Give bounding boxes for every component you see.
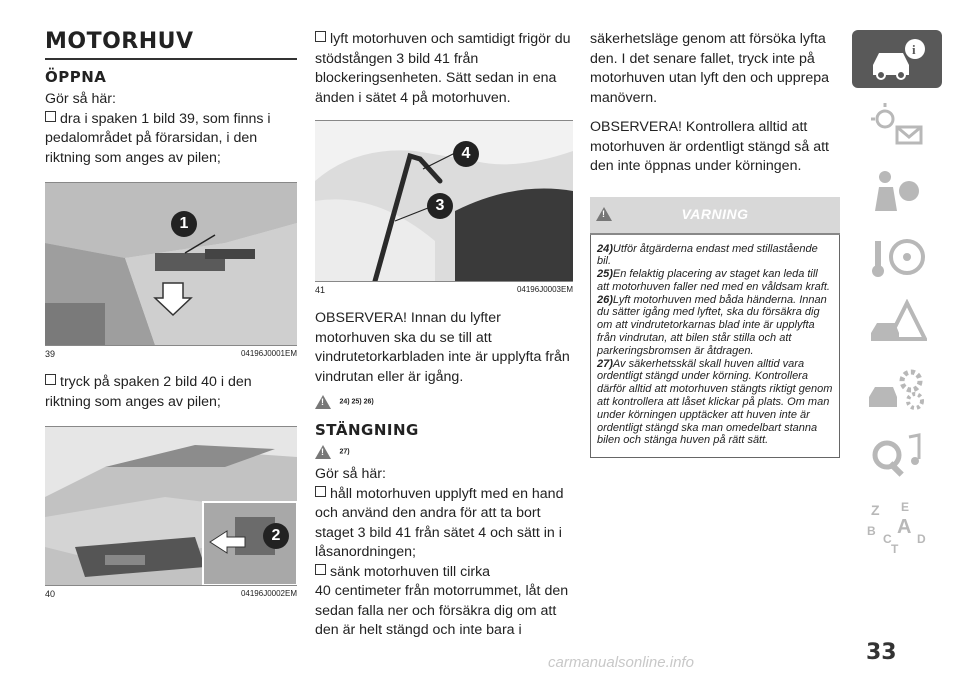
subsection-heading: ÖPPNA (45, 68, 107, 86)
callout-4: 4 (453, 141, 479, 167)
warning-refs-row (315, 393, 573, 411)
warning-lights-icon (867, 101, 927, 149)
step-5 (315, 563, 573, 583)
tab-warning-lights[interactable] (852, 96, 942, 154)
step-3-text: lyft motorhuven och samtidigt frigör du stödstången 3 bild 41 från blockeringsenheten. Sätt sedan in ena änden i sätet 4 på motorhuven. (315, 31, 571, 106)
svg-text:T: T (891, 542, 899, 555)
warning-box (590, 235, 840, 459)
intro-text-2: Gör så här: (315, 466, 386, 482)
tab-car-gears[interactable] (852, 360, 942, 418)
warning-triangle-icon (315, 445, 331, 459)
roadside-warning-icon (867, 299, 927, 347)
continued-text: 40 centimeter från motorrummet, låt den sedan falla ner och försäkra dig om att den är helt stängd och inte bara i (315, 583, 569, 638)
step-5-text: sänk motorhuven till cirka (330, 563, 491, 580)
warning-refs: 24) 25) 26) (339, 398, 374, 406)
subsection-heading-2: STÄNGNING (315, 421, 419, 439)
warning-refs-2: 27) (339, 448, 350, 456)
index-letters-icon (867, 497, 927, 555)
figure-40 (45, 426, 297, 599)
step-3 (315, 30, 573, 108)
svg-text:B: B (867, 524, 876, 538)
checkbox-bullet-icon (315, 486, 326, 497)
pedal-lever-illustration (45, 183, 297, 345)
step-1-text: dra i spaken 1 bild 39, som finns i pedalområdet på förarsidan, i den riktning som anges av pilen; (45, 110, 271, 166)
svg-text:E: E (901, 500, 910, 514)
note-text: OBSERVERA! Innan du lyfter motorhuven ska du se till att vindrutetorkarbladen inte är upplyfta från vindrutan eller är igång. (315, 310, 570, 385)
figure-code: 04196J0002EM (240, 589, 297, 598)
warning-item (597, 294, 833, 358)
car-front-illustration (45, 427, 297, 585)
svg-text:Z: Z (871, 502, 880, 518)
step-2 (45, 373, 297, 412)
checkbox-bullet-icon (45, 111, 56, 122)
column-right (590, 30, 840, 458)
callout-2: 2 (263, 523, 289, 549)
warning-num: 25) (597, 268, 613, 281)
warning-item (597, 268, 833, 294)
warning-num: 27) (597, 357, 613, 370)
figure-39-image (45, 183, 297, 345)
continued-text-col3: säkerhetsläge genom att försöka lyfta den. I det senare fallet, tryck inte på motorhuven utan lyft den och upprepa manövern. (590, 31, 829, 106)
figure-41-image (315, 121, 573, 281)
warning-title: VARNING (681, 205, 749, 222)
svg-text:C: C (883, 532, 892, 546)
tab-index[interactable] (852, 492, 942, 555)
tab-car-info[interactable] (852, 30, 942, 88)
warning-text: Utför åtgärderna endast med stillastående bil. (597, 242, 818, 268)
figure-39 (45, 182, 297, 359)
figure-code: 04196J0001EM (240, 349, 297, 358)
callout-1: 1 (171, 211, 197, 237)
warning-item (597, 358, 833, 448)
figure-number: 41 (315, 285, 326, 295)
checkbox-bullet-icon (315, 564, 326, 575)
warning-text: En felaktig placering av staget kan leda till att motorhuven faller ned med en våldsam kraft. (597, 268, 830, 293)
column-left (45, 30, 297, 599)
svg-text:A: A (897, 516, 912, 538)
tab-multimedia[interactable] (852, 426, 942, 484)
step-4-text: håll motorhuven upplyft med en hand och använd den andra för att ta bort staget 3 bild 41 från sätet 4 och sätt in i låsanordningen; (315, 485, 564, 560)
step-4 (315, 485, 573, 563)
figure-40-caption (45, 585, 297, 599)
key-steering-icon (867, 233, 927, 281)
warning-text: Lyft motorhuven med båda händerna. Innan du sätter igång med lyftet, ska du försäkra dig om att vindrutetorkarnas blad inte är upplyfta från vindrutan, att bilen står stilla och att parkeringsbromsen är åtdragen. (597, 293, 827, 357)
checkbox-bullet-icon (45, 374, 56, 385)
car-gears-icon (867, 365, 927, 413)
tab-roadside[interactable] (852, 294, 942, 352)
page-number: 33 (866, 640, 897, 665)
warning-text: Av säkerhetsskäl skall huven alltid vara ordentligt stängd under körning. Kontrollera därför alltid att motorhuven stängts riktigt genom att kontrollera att låset klickar på plats. Om man under körningen upptäcker att huven inte är ordentligt stängd ska man omedelbart stanna bilen och stänga huven på rätt sätt. (597, 357, 833, 447)
column-middle (315, 30, 573, 641)
warning-bar (590, 197, 840, 235)
figure-41-caption (315, 281, 573, 295)
svg-text:D: D (917, 532, 926, 546)
checkbox-bullet-icon (315, 31, 326, 42)
seatbelt-airbag-icon (867, 167, 927, 215)
figure-40-image (45, 427, 297, 585)
tab-seatbelt-airbag[interactable] (852, 162, 942, 220)
warning-num: 26) (597, 293, 613, 306)
figure-number: 39 (45, 349, 56, 359)
figure-code: 04196J0003EM (516, 285, 573, 294)
step-1 (45, 110, 297, 169)
svg-text:i: i (912, 42, 916, 57)
step-2-text: tryck på spaken 2 bild 40 i den riktning som anges av pilen; (45, 374, 252, 410)
warning-item (597, 243, 833, 269)
intro-text: Gör så här: (45, 91, 116, 107)
figure-41 (315, 120, 573, 295)
wrench-music-icon (867, 431, 927, 479)
warning-num: 24) (597, 242, 613, 255)
figure-39-caption (45, 345, 297, 359)
warning-triangle-icon (315, 395, 331, 409)
section-heading: MOTORHUV (45, 30, 297, 60)
warning-refs-row-2 (315, 443, 573, 461)
note-text-col3: OBSERVERA! Kontrollera alltid att motorhuven är ordentligt stängd så att den inte öppnas under körningen. (590, 119, 829, 174)
tab-key-steering[interactable] (852, 228, 942, 286)
callout-3: 3 (427, 193, 453, 219)
watermark: carmanualsonline.info (548, 654, 694, 671)
figure-number: 40 (45, 589, 56, 599)
car-info-icon (867, 35, 927, 83)
